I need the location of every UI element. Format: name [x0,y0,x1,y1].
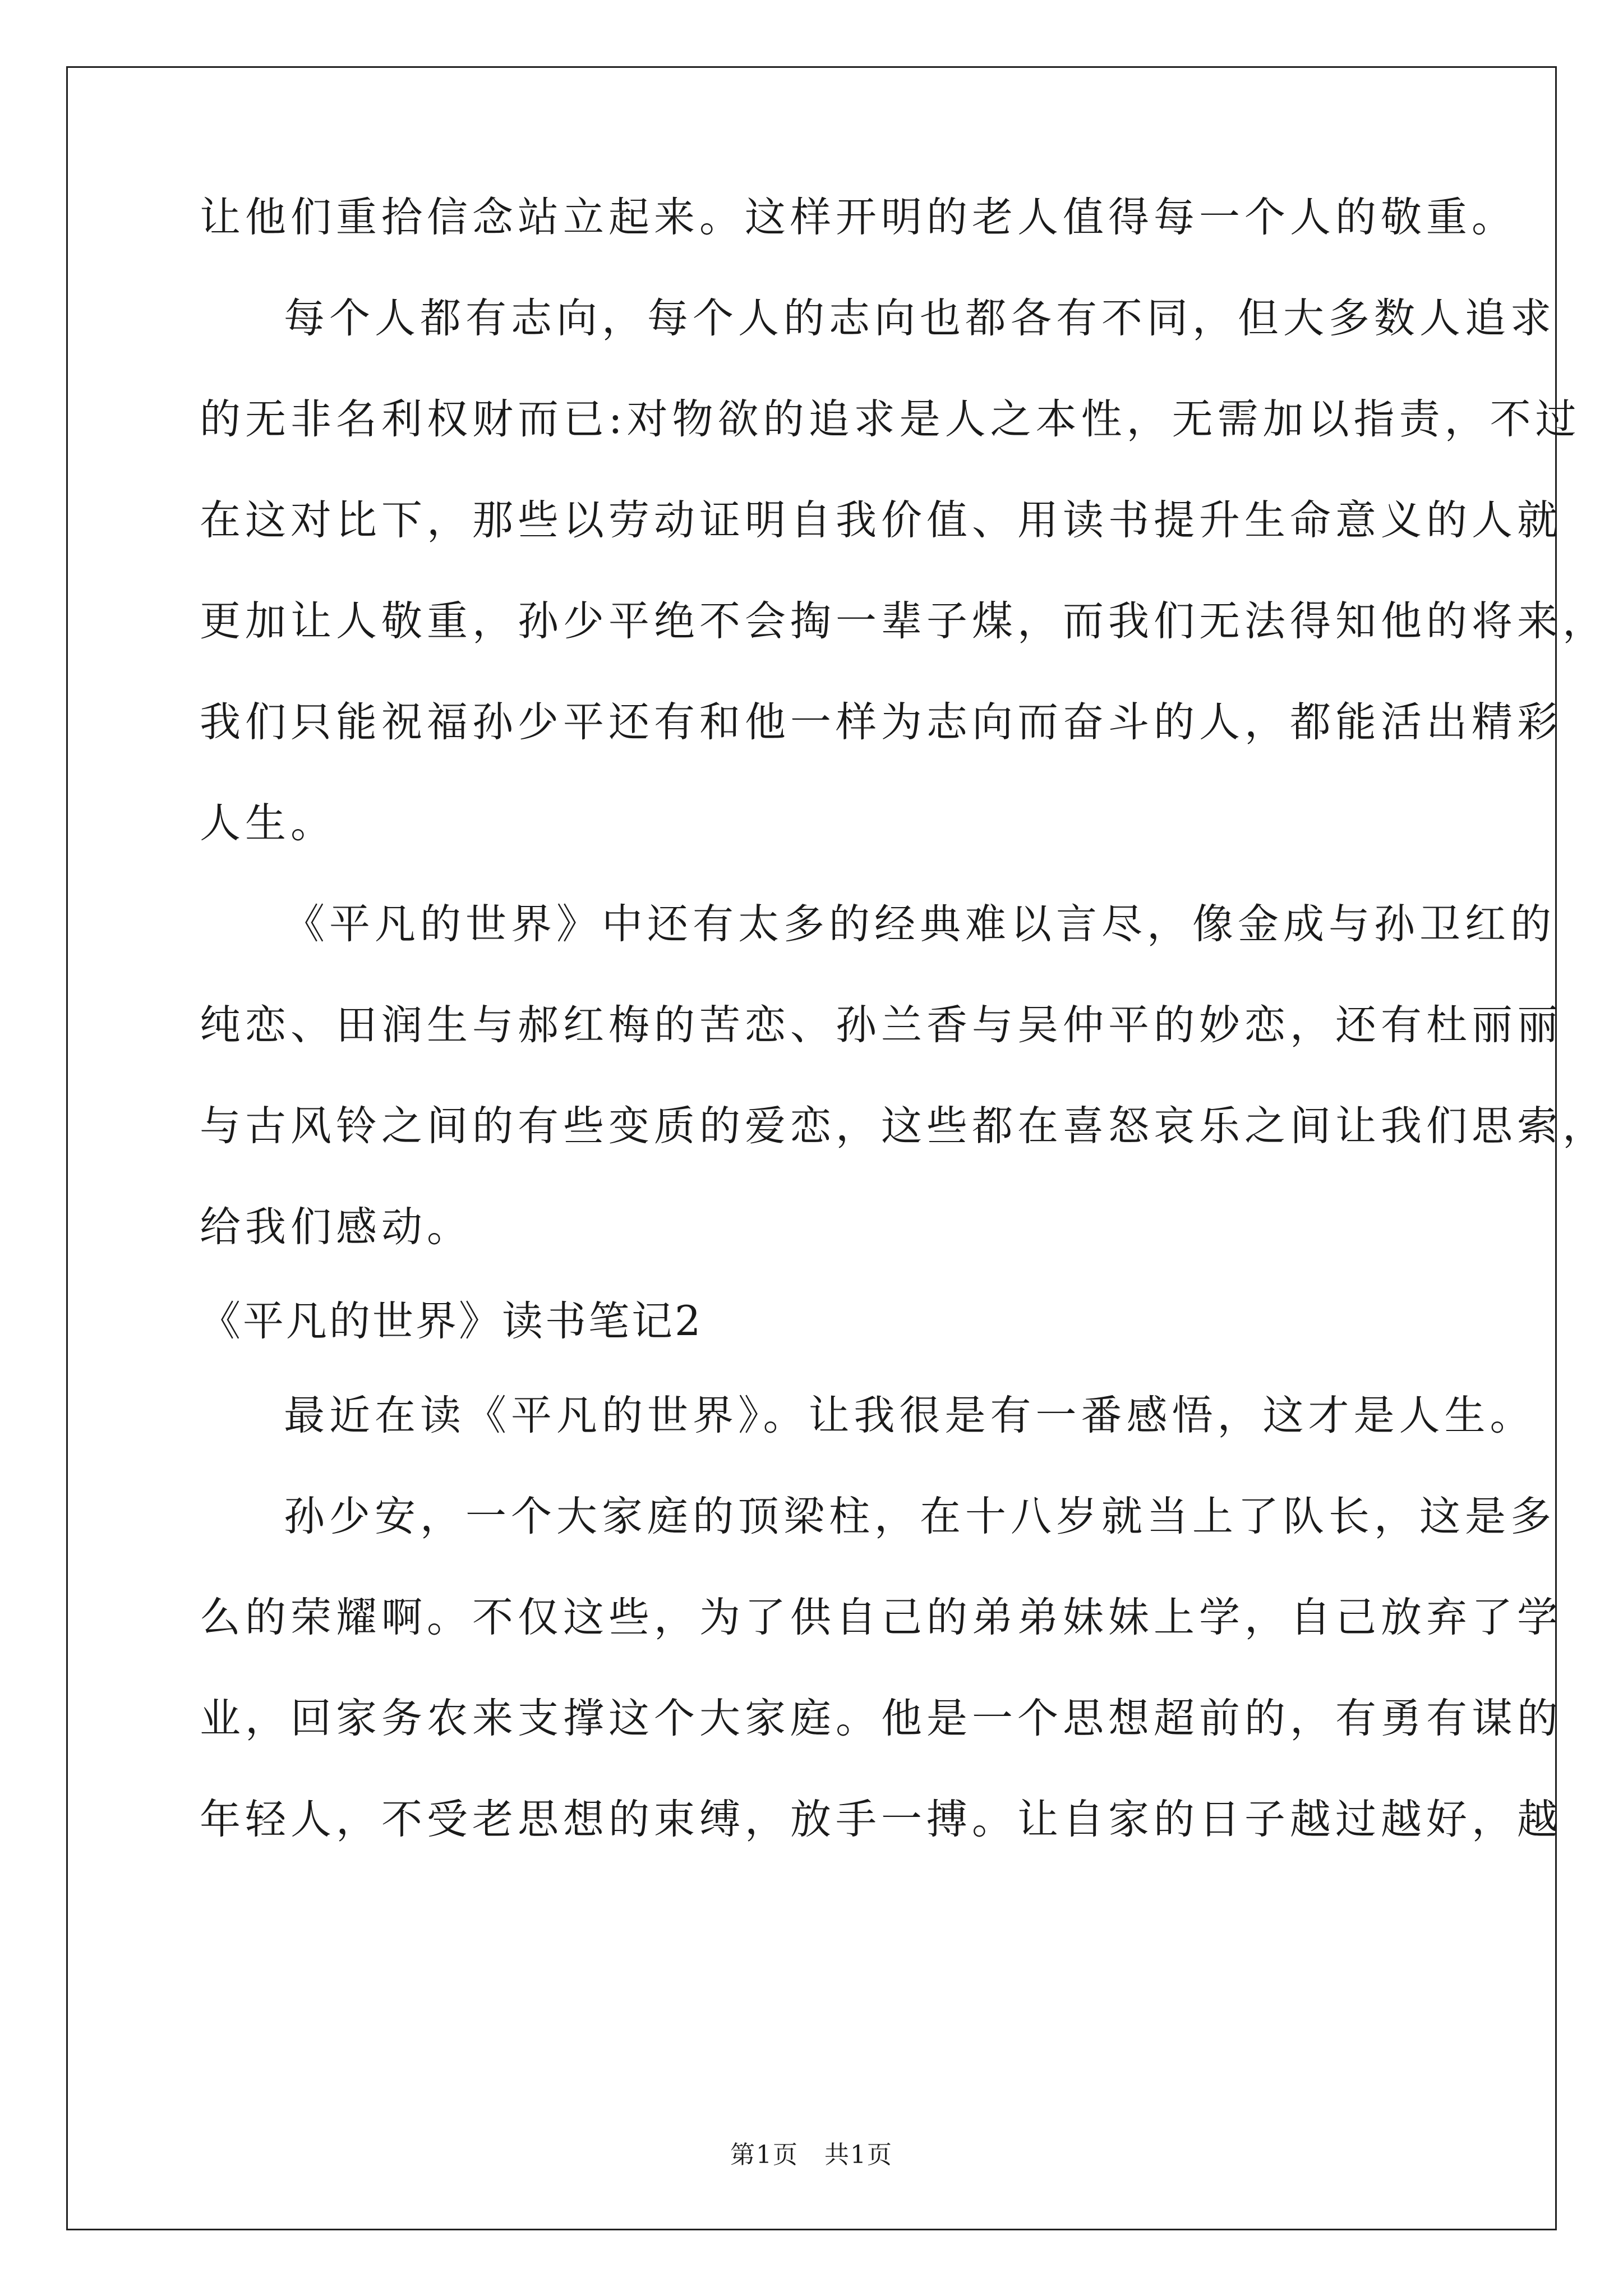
paragraph-start-line: 《平凡的世界》中还有太多的经典难以言尽，像金成与孙卫红的 [284,900,1556,948]
paragraph-start-line: 孙少安，一个大家庭的顶梁柱，在十八岁就当上了队长，这是多 [284,1493,1556,1540]
page-footer: 第1页 共1页 [730,2141,893,2169]
text-line: 的无非名利权财而已:对物欲的追求是人之本性，无需加以指责，不过 [200,395,1581,443]
text-line: 我们只能祝福孙少平还有和他一样为志向而奋斗的人，都能活出精彩 [200,698,1562,746]
section-heading: 《平凡的世界》读书笔记2 [200,1297,703,1345]
text-line: 业，回家务农来支撑这个大家庭。他是一个思想超前的，有勇有谋的 [200,1695,1562,1742]
text-line: 在这对比下，那些以劳动证明自我价值、用读书提升生命意义的人就 [200,496,1562,544]
text-line: 与古风铃之间的有些变质的爱恋，这些都在喜怒哀乐之间让我们思索， [200,1102,1608,1150]
paragraph-start-line: 最近在读《平凡的世界》。让我很是有一番感悟，这才是人生。 [284,1392,1536,1439]
text-line: 么的荣耀啊。不仅这些，为了供自己的弟弟妹妹上学，自己放弃了学 [200,1594,1562,1641]
text-line: 人生。 [200,799,336,847]
text-line: 纯恋、田润生与郝红梅的苦恋、孙兰香与吴仲平的妙恋，还有杜丽丽 [200,1001,1562,1049]
text-line: 年轻人，不受老思想的束缚，放手一搏。让自家的日子越过越好，越 [200,1796,1562,1843]
text-line: 让他们重拾信念站立起来。这样开明的老人值得每一个人的敬重。 [200,194,1517,241]
paragraph-start-line: 每个人都有志向，每个人的志向也都各有不同，但大多数人追求 [284,295,1556,342]
text-line: 更加让人敬重，孙少平绝不会掏一辈子煤，而我们无法得知他的将来， [200,597,1608,645]
text-line: 给我们感动。 [200,1203,472,1251]
